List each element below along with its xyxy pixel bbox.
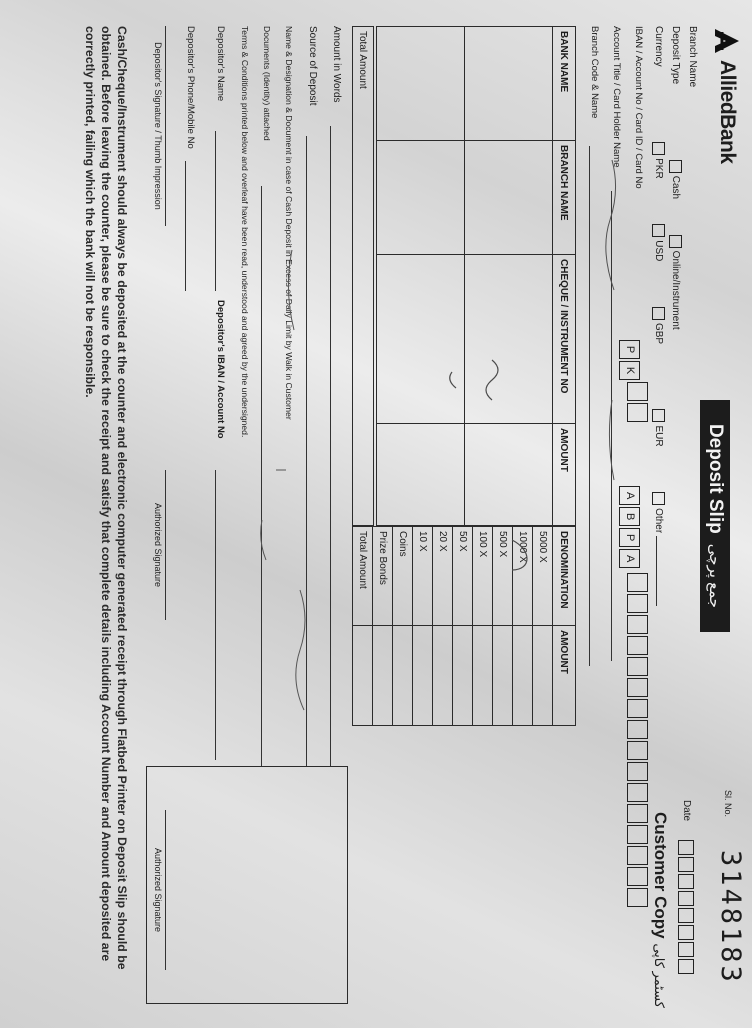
serial-number: 3148183: [715, 850, 746, 985]
eur-option: EUR: [652, 425, 664, 447]
customer-copy-ur: کسٹمر کاپی: [652, 943, 667, 1008]
date-label: Date: [681, 800, 692, 822]
currency-label: Currency: [652, 26, 664, 67]
denomination-100: 100 X: [473, 527, 493, 626]
branch-name-label: Branch Name: [687, 26, 698, 88]
iban-box-a2: A: [619, 549, 640, 568]
depositor-contact-label: Depositor's Phone/Mobile No: [185, 26, 196, 149]
cash-option: Cash: [669, 175, 681, 200]
col-amount: AMOUNT: [553, 424, 576, 526]
iban-box-a1: A: [619, 486, 640, 505]
depositor-iban-label: Depositor's IBAN / Account No: [215, 300, 226, 439]
documents-attached-label: Documents (Identity) attached: [262, 26, 272, 141]
denomination-1000: 1000 X: [513, 527, 533, 626]
notice-text: Cash/Cheque/Instrument should always be deposited at the counter and electronic computer generated receipt through Flatbed Printer on Deposit Slip should be obtained. Before leaving the counter, please be sure to check the receipt and satisfy that complete details including Account Number and Amount deposited are correctly printed, failing which the bank will not be responsible.: [83, 26, 129, 970]
deposit-type-label: Deposit Type: [669, 26, 681, 85]
denomination-20: 20 X: [433, 527, 453, 626]
total-amount-label: Total Amount: [357, 31, 368, 89]
iban-label: IBAN / Account No / Card ID / Card No: [633, 26, 644, 189]
source-of-deposit-label: Source of Deposit: [307, 26, 318, 106]
authorized-signature-label-bank: Authorized Signature: [153, 847, 163, 933]
title-ur: جمع پرچی: [706, 543, 723, 609]
denomination-50: 50 X: [453, 527, 473, 626]
pkr-option: PKR: [652, 158, 664, 179]
iban-box-p2: P: [619, 528, 640, 547]
authorized-signature-label: Authorized Signature: [153, 502, 163, 588]
branch-code-label: Branch Code & Name: [589, 26, 600, 119]
denomination-prize-bonds: Prize Bonds: [373, 527, 393, 626]
usd-option: USD: [652, 240, 664, 262]
online-instrument-option: Online/Instrument: [669, 250, 681, 330]
brand-name: AlliedBank: [716, 60, 739, 164]
other-option: Other: [652, 508, 664, 534]
declaration-text: Name & Designation & Document in case of Cash Deposit in Excess of Daily Limit by Walk in Customer: [284, 26, 294, 420]
denomination-total: Total Amount: [353, 527, 373, 626]
iban-box-p: P: [619, 340, 640, 359]
denomination-5000: 5000 X: [533, 527, 553, 626]
depositor-name-label: Depositor's Name: [215, 26, 226, 102]
col-bank-name: BANK NAME: [553, 27, 576, 141]
denomination-coins: Coins: [393, 527, 413, 626]
col-cheque-no: CHEQUE / INSTRUMENT NO: [553, 255, 576, 424]
terms-line: Terms & Conditions printed below and overleaf have been read, understood and agreed by the undersigned.: [240, 26, 250, 438]
iban-box-k: K: [619, 361, 640, 380]
customer-copy-en: Customer Copy: [651, 812, 670, 939]
col-denomination: DENOMINATION: [553, 527, 576, 626]
col-denom-amount: AMOUNT: [553, 626, 576, 726]
depositor-signature-label: Depositor's Signature / Thumb Impression: [153, 42, 163, 210]
denomination-500: 500 X: [493, 527, 513, 626]
gbp-option: GBP: [652, 322, 664, 344]
col-branch-name: BRANCH NAME: [553, 141, 576, 255]
account-title-label: Account Title / Card Holder Name: [611, 26, 622, 168]
denomination-10: 10 X: [413, 527, 433, 626]
amount-in-words-label: Amount in Words: [331, 26, 342, 103]
title-en: Deposit Slip: [705, 423, 726, 534]
iban-box-b: B: [619, 507, 640, 526]
serial-label: Sl. No.: [723, 790, 733, 818]
